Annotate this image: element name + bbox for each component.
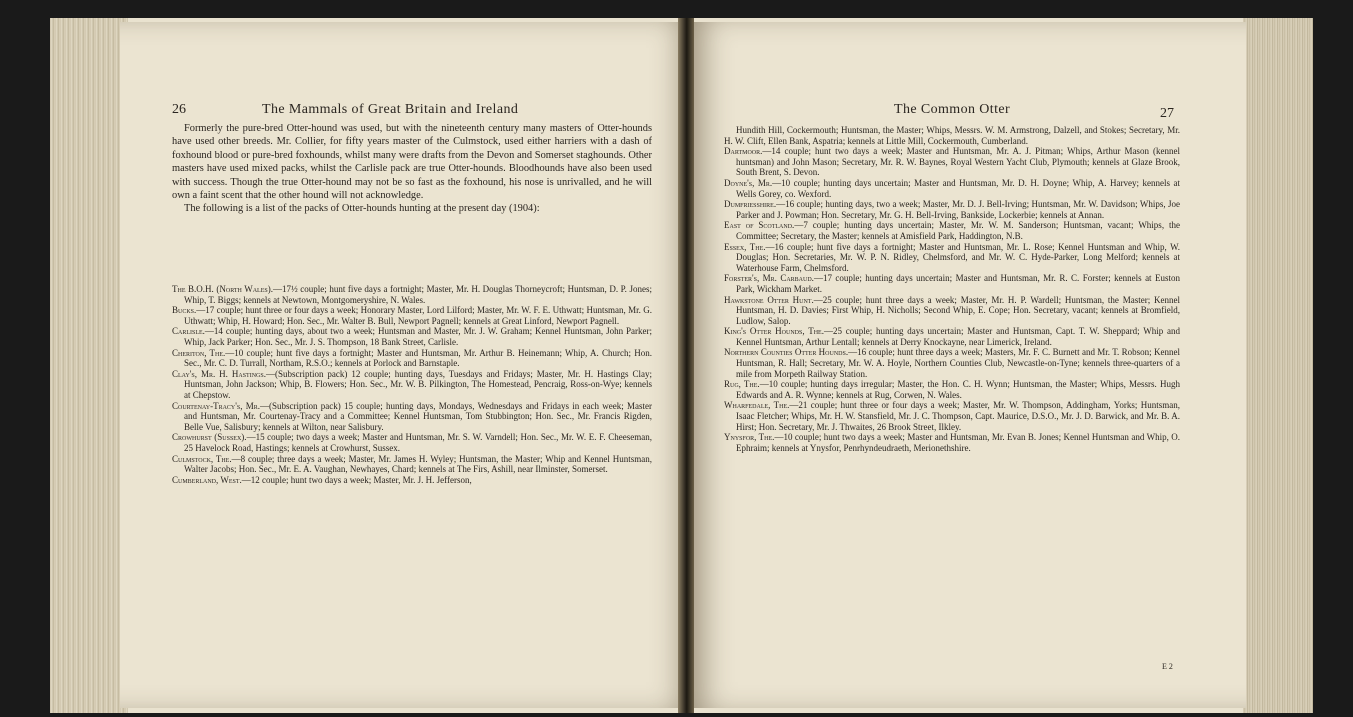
- pack-details: —17½ couple; hunt five days a fortnight; Master, Mr. H. Douglas Thorneycroft; Huntsman, D. P. Jones; Whip, T. Biggs; kennels at Newtown, Montgomeryshire, N. Wales.: [184, 284, 652, 305]
- pack-entry: [724, 220, 1180, 241]
- pack-details: —17 couple; hunting days uncertain; Master and Huntsman, Mr. R. C. Forster; kennels at Euston Park, Wickham Market.: [736, 273, 1180, 294]
- pack-details: —10 couple; hunt two days a week; Master and Huntsman, Mr. Evan B. Jones; Kennel Huntsman and Whip, O. Ephraim; kennels at Ynysfor, Penrhyndeudraeth, Merionethshire.: [736, 432, 1180, 453]
- pack-details: —8 couple; three days a week; Master, Mr. James H. Wyley; Huntsman, the Master; Whip and Kennel Huntsman, Walter Jacobs; Hon. Sec., Mr. E. A. Vaughan, Newhayes, Chard; kennels at The Firs, Ashill, near Ilminster, Somerset.: [184, 453, 652, 475]
- pack-name: Clay's, Mr. H. Hastings.: [172, 368, 266, 379]
- pack-name: Ynysfor, The.: [724, 432, 775, 443]
- pack-details: —(Subscription pack) 15 couple; hunting days, Mondays, Wednesdays and Fridays in each week; Master and Huntsman, Mr. Courtenay-Tracy and a Committee; Kennel Huntsman, Tom Stubbington; Hon. Sec., Mr. Francis Rigden, Belle Vue, Salisbury; kennels at Wilton, near Salisbury.: [184, 400, 652, 432]
- left-page-edges: [50, 18, 128, 713]
- pack-entry: [724, 347, 1180, 379]
- pack-entry: [172, 284, 652, 305]
- pack-name: Essex, The.: [724, 241, 766, 252]
- right-pack-list: [724, 125, 1180, 453]
- right-running-head: The Common Otter: [894, 102, 1011, 117]
- left-intro: [172, 122, 652, 216]
- pack-entry: [172, 432, 652, 453]
- pack-name: Rug, The.: [724, 379, 760, 390]
- pack-name: Cheriton, The.: [172, 347, 226, 358]
- pack-entry: [172, 475, 652, 486]
- pack-name: Northern Counties Otter Hounds.: [724, 347, 849, 358]
- left-page: [120, 22, 698, 708]
- pack-name: East of Scotland.: [724, 220, 795, 231]
- pack-entry: [724, 242, 1180, 274]
- pack-details: —21 couple; hunt three or four days a week; Master, Mr. W. Thompson, Addingham, Yorks; Huntsman, Isaac Fletcher; Whips, Mr. H. W. Stansfield, Mr. J. C. Thompson, Capt. Maurice, D.S.O., Mr. J. D. Barwick, and Mr. B. A. Hirst; Hon. Secretary, Mr. J. Thwaites, 26 Brook Street, Ilkley.: [736, 400, 1180, 432]
- pack-details: —16 couple; hunt five days a fortnight; Master and Huntsman, Mr. L. Rose; Kennel Huntsman and Whip, W. Douglas; Hon. Secretaries, Mr. W. P. N. Ridley, Chelmsford, and Mr. W. C. Hyde-Parker, Long Melford; kennels at Waterhouse Farm, Chelmsford.: [736, 241, 1180, 273]
- pack-details: —16 couple; hunting days, two a week; Master, Mr. D. J. Bell-Irving; Huntsman, Mr. W. Davidson; Whips, Joe Parker and J. Powman; Hon. Secretary, Mr. G. H. Bell-Irving, Bankside, Lockerbie; kennels at Annan.: [736, 199, 1180, 220]
- pack-entry: [724, 379, 1180, 400]
- left-pack-list: [172, 284, 652, 485]
- intro-paragraph: Formerly the pure-bred Otter-hound was used, but with the nineteenth century many masters of Otter-hounds have used other breeds. Mr. Collier, for fifty years master of the Culmstock, used either harriers with a dash of foxhound blood or pure-bred foxhounds, whilst many were drafts from the Devon and Somerset staghounds. Other masters have used mixed packs, whilst the Carlisle pack are true Otter-hounds. Bloodhounds have also been used with success. Though the true Otter-hound may not be so fast as the foxhound, his nose is unrivalled, and he will own a faint scent that the other hound will not acknowledge.: [172, 123, 652, 202]
- pack-name: Hawkstone Otter Hunt.: [724, 294, 814, 305]
- right-page-edges: [1243, 18, 1313, 713]
- left-running-head: The Mammals of Great Britain and Ireland: [262, 102, 519, 117]
- pack-details: —7 couple; hunting days uncertain; Master, Mr. W. M. Sanderson; Huntsman, vacant; Whips, the Committee; Secretary, the Master; kennels at Amisfield Park, Haddington, N.B.: [736, 220, 1181, 241]
- pack-details: —10 couple; hunting days irregular; Master, the Hon. C. H. Wynn; Huntsman, the Master; Whips, Messrs. Hugh Edwards and A. R. Wynne; kennels at Rug, Corwen, N. Wales.: [736, 379, 1180, 400]
- pack-name: Doyne's, Mr.: [724, 177, 773, 188]
- pack-entry: [172, 305, 652, 326]
- pack-details: —25 couple; hunt three days a week; Master, Mr. H. P. Wardell; Huntsman, the Master; Kennel Huntsman, H. D. Davies; First Whip, H. Nicholls; Second Whip, E. Cope; Hon. Secretary, vacant; kennels at Bromfield, Ludlow, Salop.: [736, 294, 1180, 326]
- pack-name: Bucks.: [172, 305, 197, 316]
- pack-entry: [724, 326, 1180, 347]
- pack-name: Crowhurst (Sussex).: [172, 432, 247, 443]
- pack-name: The B.O.H. (North Wales).: [172, 284, 273, 294]
- pack-entry: [724, 295, 1180, 327]
- pack-details: —10 couple; hunting days uncertain; Master and Huntsman, Mr. D. H. Doyne; Whip, A. Harvey; kennels at Wells Gorey, co. Wexford.: [736, 177, 1180, 199]
- pack-details: —17 couple; hunt three or four days a week; Honorary Master, Lord Lilford; Master, Mr. W. F. E. Uthwatt; Huntsman, Mr. G. Uthwatt; Whip, H. Howard; Hon. Sec., Mr. Walter B. Bull, Newport Pagnell; kennels at Great Linford, Newport Pagnell.: [184, 305, 652, 326]
- pack-entry: [724, 273, 1180, 294]
- pack-details: —15 couple; two days a week; Master and Huntsman, Mr. S. W. Varndell; Hon. Sec., Mr. W. E. F. Cheeseman, 25 Havelock Road, Hastings; kennels at Crowhurst, Sussex.: [184, 432, 652, 453]
- pack-name: Carlisle.: [172, 326, 205, 337]
- pack-entry: [724, 178, 1180, 199]
- pack-details: —10 couple; hunt five days a fortnight; Master and Huntsman, Mr. Arthur B. Heinemann; Whip, A. Church; Hon. Sec., Mr. C. D. Turrall, Northam, R.S.O.; kennels at Porlock and Barnstaple.: [184, 347, 652, 369]
- open-book: [50, 18, 1313, 713]
- pack-name: Cumberland, West.: [172, 474, 242, 485]
- intro-paragraph: The following is a list of the packs of Otter-hounds hunting at the present day (1904):: [184, 203, 540, 215]
- pack-details: —(Subscription pack) 12 couple; hunting days, Tuesdays and Fridays; Master, Mr. H. Hastings Clay; Huntsman, John Jackson; Whip, B. Flowers; Hon. Sec., Mr. W. B. Pilkington, The Homestead, Pencraig, Ross-on-Wye; kennels at Chepstow.: [184, 368, 652, 400]
- pack-entry: [172, 348, 652, 369]
- pack-continuation: Hundith Hill, Cockermouth; Huntsman, the Master; Whips, Messrs. W. M. Armstrong, Dalzell, and Stokes; Secretary, Mr. H. W. Clift, Ellen Bank, Aspatria; kennels at Little Mill, Cockermouth, Cumberland.: [724, 125, 1180, 146]
- signature-mark: E 2: [1162, 662, 1173, 671]
- pack-entry: [724, 199, 1180, 220]
- pack-details: —14 couple; hunting days, about two a week; Huntsman and Master, Mr. J. W. Graham; Kennel Huntsman, John Parker; Whip, Jack Parker; Hon. Sec., Mr. J. S. Thompson, 18 Bank Street, Carlisle.: [184, 326, 652, 347]
- pack-entry: [724, 146, 1180, 178]
- pack-name: Culmstock, The.: [172, 453, 232, 464]
- pack-entry: [172, 401, 652, 433]
- pack-entry: [172, 326, 652, 347]
- pack-entry: [172, 454, 652, 475]
- pack-entry: [724, 400, 1180, 432]
- left-page-number: 26: [172, 102, 186, 117]
- pack-name: Dumfriesshire.: [724, 199, 777, 210]
- pack-details: —12 couple; hunt two days a week; Master, Mr. J. H. Jefferson,: [241, 474, 472, 485]
- pack-name: Dartmoor.: [724, 146, 763, 157]
- pack-name: Wharfedale, The.: [724, 400, 790, 411]
- right-page: [686, 22, 1246, 708]
- pack-details: —16 couple; hunt three days a week; Masters, Mr. F. C. Burnett and Mr. T. Robson; Kennel Huntsman, R. Hall; Secretary, Mr. W. A. Hoyle, Northern Counties Club, Newcastle-on-Tyne; kennels three-quarters of a mile from Morpeth Railway Station.: [736, 347, 1180, 379]
- pack-entry: [724, 432, 1180, 453]
- pack-name: Forster's, Mr. Carbaud.: [724, 273, 814, 284]
- pack-entry: [172, 369, 652, 401]
- pack-details: —14 couple; hunt two days a week; Master and Huntsman, Mr. A. J. Pitman; Whips, Arthur Mason (kennel huntsman) and John Mason; Secretary, Mr. R. W. Baynes, Royal Western Yacht Club, Plymouth; kennels at Glaze Brook, South Brent, S. Devon.: [736, 146, 1180, 178]
- pack-name: King's Otter Hounds, The.: [724, 326, 824, 337]
- pack-details: —25 couple; hunting days uncertain; Master and Huntsman, Capt. T. W. Sheppard; Whip and Kennel Huntsman, Arthur Lentall; kennels at Derry Knockayne, near Limerick, Ireland.: [736, 326, 1180, 347]
- right-page-number: 27: [1160, 106, 1174, 121]
- pack-name: Courtenay-Tracy's, Mr.: [172, 400, 260, 411]
- book-gutter: [678, 18, 694, 713]
